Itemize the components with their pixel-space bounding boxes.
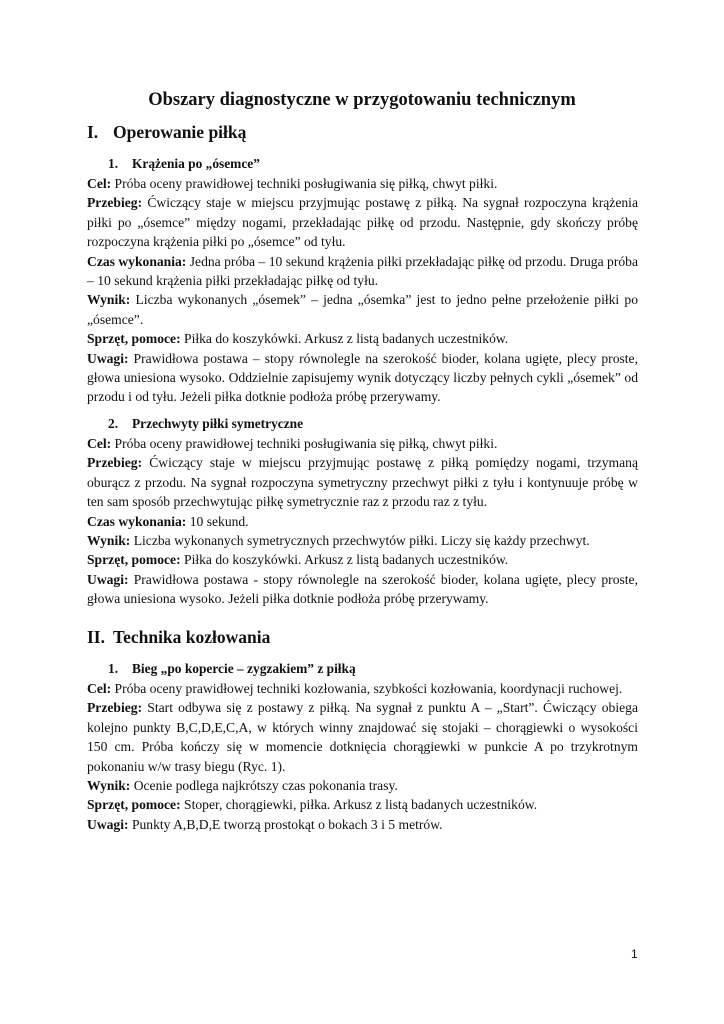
cel-paragraph [87,434,638,453]
przebieg-text: Ćwiczący staje w miejscu przyjmując postawę z piłką. Na sygnał rozpoczyna krążenia piłki po „ósemce” między nogami, przekładając piłkę od przodu. Następnie, gdy skończy próbę rozpoczyna krążenia piłki po „ósemce” od tyłu. [87,195,638,250]
uwagi-text: Punkty A,B,D,E tworzą prostokąt o bokach 3 i 5 metrów. [128,816,443,832]
przebieg-label: Przebieg: [87,455,143,471]
cel-paragraph [87,174,638,193]
przebieg-text: Ćwiczący staje w miejscu przyjmując postawę z piłką pomiędzy nogami, trzymaną oburącz z przodu. Na sygnał rozpoczyna symetryczny przechwyt piłki z tyłu i kontynuuje próbę w ten sam sposób przechwytując piłkę symetrycznie raz z przodu raz z tyłu. [87,455,638,510]
subsection-2-1-number: 1. [108,661,119,676]
wynik-text: Ocenie podlega najkrótszy czas pokonania trasy. [130,778,398,794]
subsection-1-1-title: Krążenia po „ósemce” [132,156,260,171]
uwagi-label: Uwagi: [87,816,129,832]
sprzet-label: Sprzęt, pomoce: [87,331,181,347]
czas-paragraph [87,252,638,291]
przebieg-label: Przebieg: [87,700,143,716]
cel-label: Cel: [87,436,112,451]
czas-label: Czas wykonania: [87,253,187,269]
subsection-1-1-heading [108,155,260,173]
subsection-1-1-body [87,174,638,407]
uwagi-label: Uwagi: [87,571,129,587]
uwagi-text: Prawidłowa postawa – stopy równolegle na szerokość bioder, kolana ugięte, plecy proste, głowa uniesiona wysoko. Oddzielnie zapisujemy wynik dotyczący liczby pełnych cykli „ósemek” od przodu i od tyłu. Jeżeli piłka dotknie podłoża próbę przerywamy. [87,350,638,405]
sprzet-text: Piłka do koszykówki. Arkusz z listą badanych uczestników. [180,331,509,347]
page-number: 1 [631,947,638,961]
subsection-1-2-body [87,434,638,609]
sprzet-paragraph [87,795,638,814]
sprzet-paragraph [87,550,638,569]
cel-text: Próba oceny prawidłowej techniki posługiwania się piłką, chwyt piłki. [111,176,498,191]
sprzet-text: Stoper, chorągiewki, piłka. Arkusz z listą badanych uczestników. [180,797,538,813]
wynik-text: Liczba wykonanych „ósemek” – jedna „ósemka” jest to jedno pełne przełożenie piłki po „ósemce”. [87,292,638,327]
section-2-heading [87,626,270,648]
sprzet-paragraph [87,329,638,348]
subsection-1-1-number: 1. [108,156,119,171]
section-1-number: I. [87,122,99,142]
cel-text: Próba oceny prawidłowej techniki posługiwania się piłką, chwyt piłki. [111,436,498,451]
przebieg-paragraph [87,193,638,251]
uwagi-paragraph [87,349,638,407]
sprzet-label: Sprzęt, pomoce: [87,797,181,813]
wynik-paragraph [87,776,638,795]
wynik-label: Wynik: [87,292,131,308]
section-1-heading [87,121,246,143]
przebieg-text: Start odbywa się z postawy z piłką. Na sygnał z punktu A – „Start”. Ćwiczący obiega kolejno punkty B,C,D,E,C,A, w których winny znajdować się stojaki – chorągiewki o wysokości 150 cm. Próba kończy się w momencie dotknięcia chorągiewki w punkcie A po trzykrotnym pokonaniu w/w trasy biegu (Ryc. 1). [87,700,638,774]
wynik-text: Liczba wykonanych symetrycznych przechwytów piłki. Liczy się każdy przechwyt. [130,533,590,549]
subsection-2-1-heading [108,660,356,678]
sprzet-label: Sprzęt, pomoce: [87,552,181,568]
cel-paragraph [87,679,638,698]
wynik-label: Wynik: [87,778,131,794]
wynik-paragraph [87,290,638,329]
section-2-title: Technika kozłowania [113,627,271,647]
subsection-1-2-title: Przechwyty piłki symetryczne [132,416,304,431]
uwagi-paragraph [87,570,638,609]
czas-label: Czas wykonania: [87,513,187,529]
subsection-2-1-body [87,679,638,834]
subsection-1-2-number: 2. [108,416,119,431]
przebieg-paragraph [87,453,638,511]
wynik-label: Wynik: [87,533,131,549]
uwagi-paragraph [87,815,638,834]
uwagi-text: Prawidłowa postawa - stopy równolegle na szerokość bioder, kolana ugięte, plecy proste, głowa uniesiona wysoko. Jeżeli piłka dotknie podłoża próbę przerywamy. [87,571,638,607]
subsection-2-1-title: Bieg „po kopercie – zygzakiem” z piłką [132,661,356,676]
czas-text: Jedna próba – 10 sekund krążenia piłki przekładając piłkę od przodu. Druga próba – 10 sekund krążenia piłki przekładając piłkę od tyłu. [87,253,638,289]
uwagi-label: Uwagi: [87,350,129,366]
cel-label: Cel: [87,681,112,696]
cel-text: Próba oceny prawidłowej techniki kozłowania, szybkości kozłowania, koordynacji ruchowej. [111,681,623,696]
przebieg-paragraph [87,698,638,776]
sprzet-text: Piłka do koszykówki. Arkusz z listą badanych uczestników. [180,552,509,568]
przebieg-label: Przebieg: [87,195,143,211]
czas-text: 10 sekund. [186,513,249,529]
section-1-title: Operowanie piłką [113,122,247,142]
wynik-paragraph [87,531,638,550]
subsection-1-2-heading [108,415,303,433]
cel-label: Cel: [87,176,112,191]
section-2-number: II. [87,627,105,647]
czas-paragraph [87,512,638,531]
document-title: Obszary diagnostyczne w przygotowaniu technicznym [148,90,576,110]
